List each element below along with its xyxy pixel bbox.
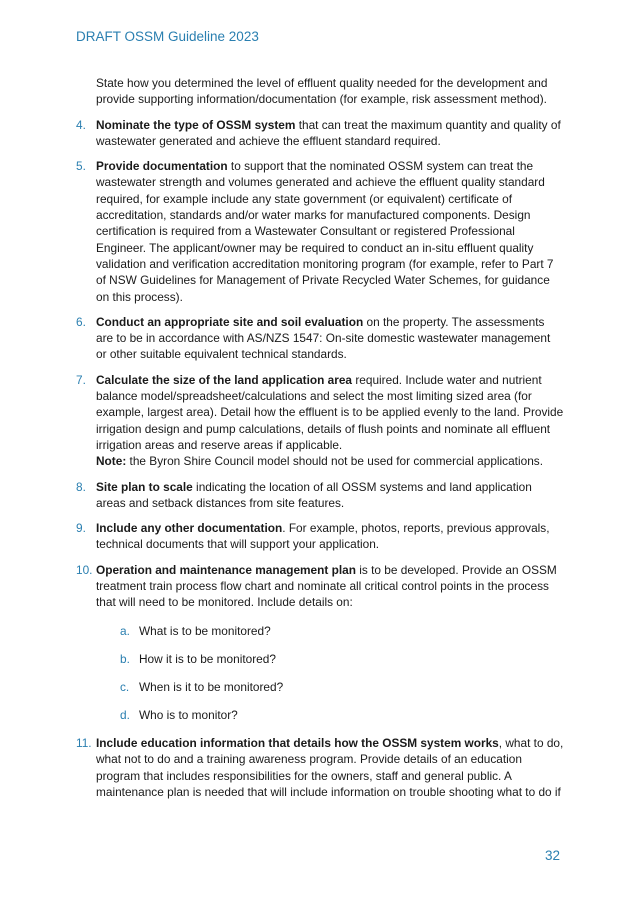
document-body	[76, 75, 564, 809]
list-number: 9.	[76, 521, 86, 536]
list-item-4	[76, 117, 564, 150]
list-item-heading: Calculate the size of the land application area	[96, 372, 353, 387]
note-text: the Byron Shire Council model should not be used for commercial applications.	[126, 454, 543, 469]
list-item-heading: Include any other documentation	[96, 521, 283, 536]
list-number: 10.	[76, 562, 93, 577]
list-item-text: on the property. The assessments are to be in accordance with AS/NZS 1547: On-site domestic wastewater management or other suitable equivalent technical standards.	[96, 314, 551, 362]
sub-list-item-c	[96, 679, 564, 695]
list-number: 7.	[76, 372, 86, 387]
list-item-10	[76, 562, 564, 723]
list-item-7	[76, 372, 564, 470]
list-item-11	[76, 735, 564, 800]
note-label: Note:	[96, 454, 127, 469]
sub-list-item-a	[96, 623, 564, 639]
sub-list	[96, 623, 564, 724]
sub-list-item-b	[96, 651, 564, 667]
intro-paragraph: State how you determined the level of effluent quality needed for the development and provide supporting information/documentation (for example, risk assessment method).	[96, 76, 548, 107]
list-item-text: , what to do, what not to do and a training awareness program. Provide details of an education program that includes responsibilities for the owners, staff and general public. A maintenance plan is needed that will include information on trouble shooting what to do if	[96, 735, 564, 799]
list-number: 8.	[76, 479, 86, 494]
list-item-6	[76, 314, 564, 363]
sub-list-text: Who is to monitor?	[139, 707, 238, 722]
list-item-text: indicating the location of all OSSM systems and land application areas and setback distances from site features.	[96, 479, 532, 510]
list-item-text: . For example, photos, reports, previous approvals, technical documents that will support your application.	[96, 521, 550, 552]
list-item-text: that can treat the maximum quantity and quality of wastewater generated and achieve the effluent standard required.	[96, 117, 561, 148]
list-item-heading: Include education information that details how the OSSM system works	[96, 735, 499, 750]
list-item-heading: Operation and maintenance management plan	[96, 562, 356, 577]
sub-list-text: What is to be monitored?	[139, 623, 271, 638]
list-number: 6.	[76, 314, 86, 329]
sub-list-text: When is it to be monitored?	[139, 679, 284, 694]
list-item-5	[76, 158, 564, 305]
page-number: 32	[544, 848, 560, 863]
list-item-heading: Nominate the type of OSSM system	[96, 117, 296, 132]
list-item-8	[76, 479, 564, 512]
list-item-heading: Conduct an appropriate site and soil evaluation	[96, 314, 364, 329]
sub-list-letter: d.	[120, 707, 130, 722]
list-item-heading: Site plan to scale	[96, 479, 193, 494]
list-number: 5.	[76, 159, 86, 174]
sub-list-letter: c.	[120, 679, 130, 694]
list-item-9	[76, 520, 564, 553]
sub-list-letter: a.	[120, 623, 130, 638]
document-header-title: DRAFT OSSM Guideline 2023	[76, 29, 259, 44]
list-item-text: is to be developed. Provide an OSSM treatment train process flow chart and nominate all critical control points in the process that will need to be monitored. Include details on:	[96, 562, 557, 610]
list-number: 11.	[76, 735, 92, 750]
list-number: 4.	[76, 117, 86, 132]
list-item-text: required. Include water and nutrient balance model/spreadsheet/calculations and select the most limiting sized area (for example, largest area). Detail how the effluent is to be applied evenly to the land. Provide irrigation design and pump calculations, details of flush points and nominate all effluent irrigation areas and reserve areas if applicable.	[96, 372, 564, 452]
sub-list-letter: b.	[120, 651, 130, 666]
list-item-note	[96, 453, 564, 469]
sub-list-item-d	[96, 707, 564, 723]
list-item-text: to support that the nominated OSSM system can treat the wastewater strength and volumes generated and achieve the effluent quality standard required, for example include any state government (or equivalent) certificate of accreditation, standards and/or water marks for manufactured components. Design certification is required from a Wastewater Consultant or registered Professional Engineer. The applicant/owner may be required to conduct an in-situ effluent quality validation and verification accreditation monitoring program (for example, refer to Part 7 of NSW Guidelines for Management of Private Recycled Water Schemes, for guidance on this process).	[96, 159, 554, 304]
list-item-heading: Provide documentation	[96, 159, 228, 174]
sub-list-text: How it is to be monitored?	[139, 651, 276, 666]
